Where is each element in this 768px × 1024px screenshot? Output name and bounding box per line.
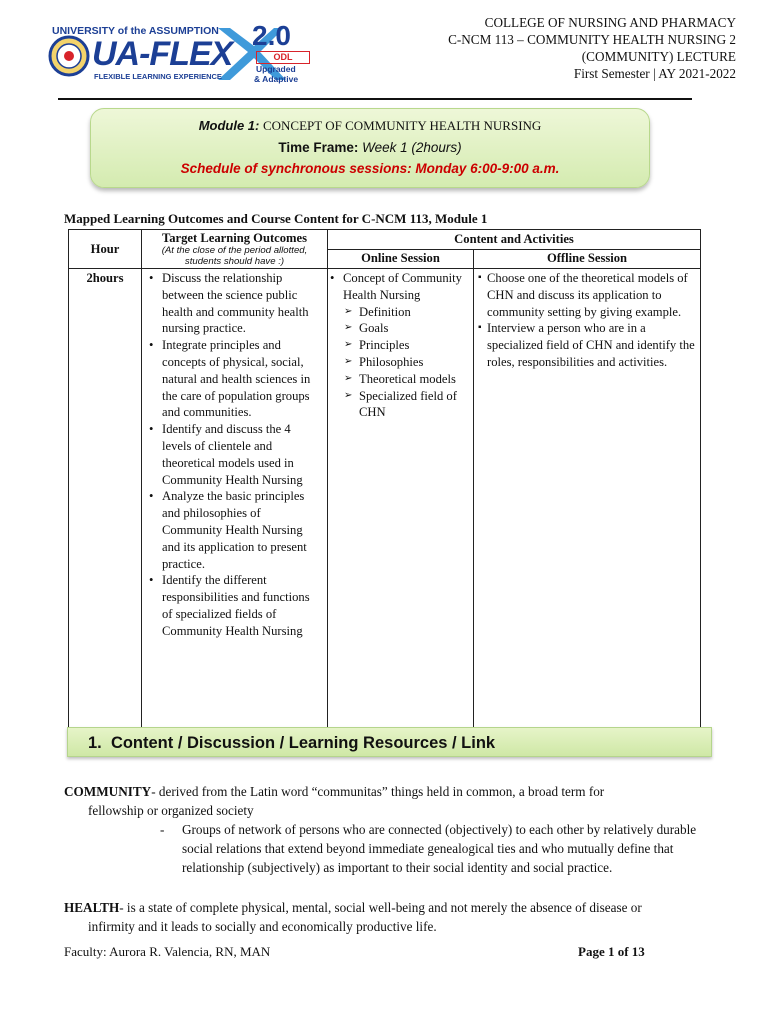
online-sublist xyxy=(343,304,469,422)
outcomes-list xyxy=(146,270,323,640)
row-online xyxy=(328,269,474,739)
table-caption: Mapped Learning Outcomes and Course Content for C-NCM 113, Module 1 xyxy=(64,211,488,226)
timeframe xyxy=(91,140,649,155)
module-banner xyxy=(90,108,650,188)
list-item: • Analyze the basic principles and philosophies of Community Health Nursing and its application to present practice. xyxy=(162,488,323,572)
health-def-continued: infirmity and it leads to socially and economically productive life. xyxy=(88,919,437,934)
community-definition xyxy=(64,782,714,801)
schedule-text: Schedule of synchronous sessions: Monday 6:00-9:00 a.m. xyxy=(180,161,560,176)
module-label: Module 1: xyxy=(198,118,260,133)
section-number: 1. xyxy=(88,734,102,752)
row-offline xyxy=(474,269,701,739)
list-item: • Discuss the relationship between the science public health and community health nursing practice. xyxy=(162,270,323,337)
adaptive-label: & Adaptive xyxy=(254,74,299,84)
section-title: Content / Discussion / Learning Resources / Link xyxy=(110,734,496,752)
upgraded-label: Upgraded xyxy=(256,64,296,74)
timeframe-value: Week 1 (2hours) xyxy=(362,140,462,155)
header-divider xyxy=(58,98,692,100)
header-outcomes xyxy=(142,230,328,269)
header-hour: Hour xyxy=(69,230,142,269)
brand-tagline: FLEXIBLE LEARNING EXPERIENCE xyxy=(94,72,222,81)
university-name: UNIVERSITY of the ASSUMPTION xyxy=(52,25,219,37)
list-item: ▪ Choose one of the theoretical models of CHN and discuss its application to community setting by giving example. xyxy=(487,270,696,320)
list-item: ➢ Goals xyxy=(359,320,469,337)
header-info xyxy=(448,14,736,82)
list-item: ➢ Principles xyxy=(359,337,469,354)
header-outcomes-title: Target Learning Outcomes xyxy=(161,231,308,245)
list-item: ➢ Specialized field of CHN xyxy=(359,388,469,422)
header-outcomes-note: (At the close of the period allotted, students should have :) xyxy=(161,245,308,267)
community-def: - derived from the Latin word “communitas” things held in common, a broad term for xyxy=(151,784,605,799)
list-item: ➢ Definition xyxy=(359,304,469,321)
sub-dash: - xyxy=(160,822,165,837)
page-number: Page 1 of 13 xyxy=(578,944,645,959)
course-type: (COMMUNITY) LECTURE xyxy=(581,49,736,64)
list-item: ▪ Interview a person who are in a specialized field of CHN and identify the roles, responsibilities and activities. xyxy=(487,320,696,370)
online-list xyxy=(332,270,469,421)
list-item: ➢ Philosophies xyxy=(359,354,469,371)
health-def: - is a state of complete physical, mental, social well-being and not merely the absence of disease or xyxy=(119,900,642,915)
list-item: • Integrate principles and concepts of physical, social, natural and health sciences in the care of population groups and communities. xyxy=(162,337,323,421)
odl-badge: ODL xyxy=(256,51,310,64)
version-label: 2.0 xyxy=(252,20,291,51)
list-item: • Identify and discuss the 4 levels of clientele and theoretical models used in Community Health Nursing xyxy=(162,421,323,488)
row-hour: 2hours xyxy=(69,269,142,739)
online-main-topic: Concept of Community Health Nursing xyxy=(343,271,462,302)
community-term: COMMUNITY xyxy=(64,784,152,799)
ua-flex-logo xyxy=(48,22,323,86)
outcomes-table xyxy=(68,229,701,739)
section-heading xyxy=(67,727,712,757)
list-item: ➢ Theoretical models xyxy=(359,371,469,388)
list-item: • Identify the different responsibilities and functions of specialized fields of Community Health Nursing xyxy=(162,572,323,639)
table-header-row xyxy=(69,230,701,250)
table-row xyxy=(69,269,701,739)
header-content: Content and Activities xyxy=(328,230,701,250)
brand-wordmark: UA-FLEX xyxy=(92,35,233,73)
health-definition xyxy=(64,898,714,917)
module-heading xyxy=(91,118,649,134)
college-name: COLLEGE OF NURSING AND PHARMACY xyxy=(484,15,736,30)
course-title: C-NCM 113 – COMMUNITY HEALTH NURSING 2 xyxy=(448,32,736,47)
header-online: Online Session xyxy=(328,249,474,269)
health-term: HEALTH xyxy=(64,900,120,915)
row-outcomes xyxy=(142,269,328,739)
timeframe-label: Time Frame: xyxy=(278,140,359,155)
list-item xyxy=(343,270,469,421)
community-def-continued: fellowship or organized society xyxy=(88,803,254,818)
module-title: CONCEPT OF COMMUNITY HEALTH NURSING xyxy=(262,118,542,133)
header-offline: Offline Session xyxy=(474,249,701,269)
community-subpoint: Groups of network of persons who are connected (objectively) to each other by relatively durable social relations that extend beyond immediate genealogical ties and who mutually define that relationship (subjectively) as important to their social identity and social practice. xyxy=(182,822,697,875)
semester: First Semester | AY 2021-2022 xyxy=(573,66,736,81)
faculty-name: Faculty: Aurora R. Valencia, RN, MAN xyxy=(64,944,271,959)
offline-list xyxy=(478,270,696,371)
